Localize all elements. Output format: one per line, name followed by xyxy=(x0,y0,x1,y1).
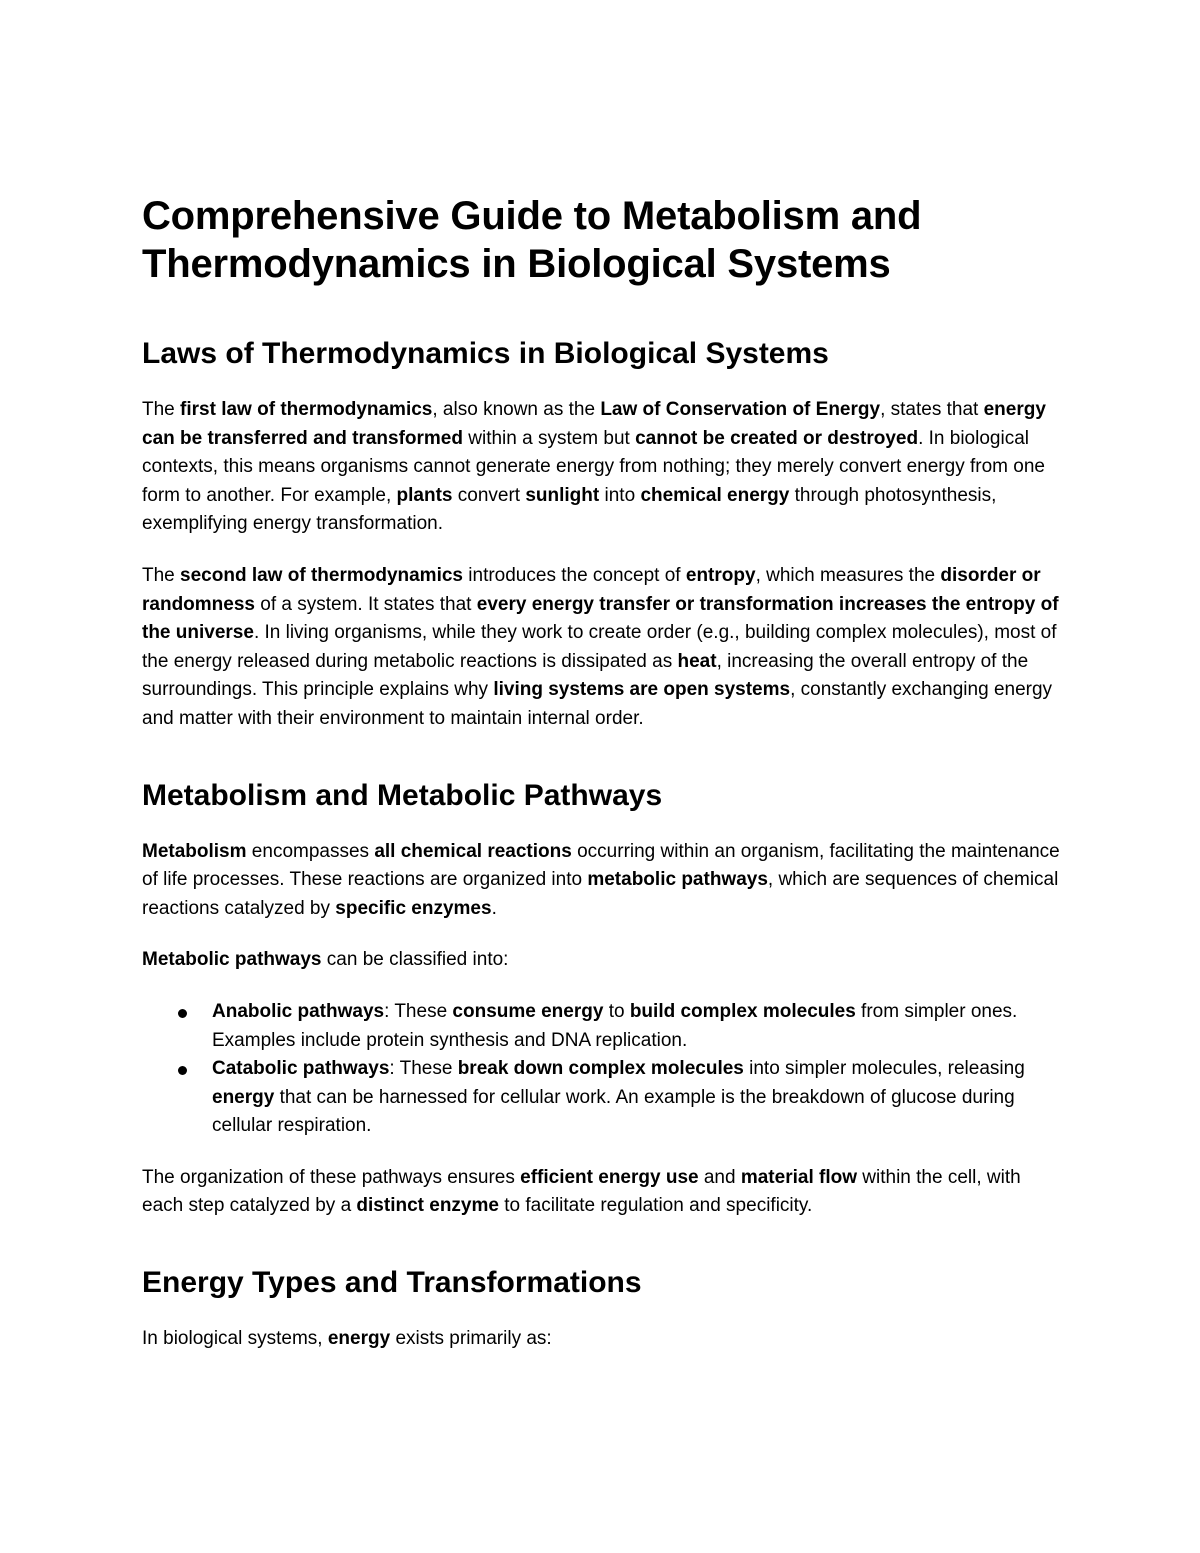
text-run: convert xyxy=(452,484,526,506)
bold-text: all chemical reactions xyxy=(374,840,572,862)
bold-text: build complex molecules xyxy=(629,1000,856,1022)
text-run: , which are sequences of chemical reactions catalyzed by xyxy=(142,869,1059,919)
bold-text: first law of thermodynamics xyxy=(180,399,433,420)
text-run: within a system but xyxy=(462,427,636,449)
list-item-anabolic xyxy=(212,998,1067,1055)
paragraph-first-law xyxy=(142,396,1067,539)
text-run: . xyxy=(491,897,497,919)
bold-text: second law of thermodynamics xyxy=(180,564,463,586)
bold-text: energy xyxy=(327,1328,391,1350)
text-run: and xyxy=(698,1166,741,1188)
text-run: through photosynthesis, exemplifying energy transformation. xyxy=(142,484,997,535)
text-run: into simpler molecules, releasing xyxy=(743,1058,1025,1080)
bullet-icon xyxy=(178,1066,187,1075)
text-run: occurring within an organism, facilitating the maintenance of life processes. These reactions are organized into xyxy=(142,840,1060,891)
text-run: The organization of these pathways ensures xyxy=(142,1166,521,1188)
paragraph-pathways-classified xyxy=(142,946,1067,975)
bold-text: material flow xyxy=(740,1166,857,1188)
bold-text: disorder or randomness xyxy=(142,564,1041,615)
text-run: The xyxy=(142,399,181,420)
pathway-types-list xyxy=(142,998,1067,1141)
paragraph-metabolism-definition xyxy=(142,838,1067,924)
section-heading-metabolism: Metabolism and Metabolic Pathways xyxy=(142,778,663,812)
bold-text: entropy xyxy=(685,564,756,586)
bold-text: distinct enzyme xyxy=(356,1195,499,1217)
bold-text: plants xyxy=(396,484,453,506)
bold-text: efficient energy use xyxy=(520,1166,699,1188)
text-run: , which measures the xyxy=(755,564,941,586)
bullet-icon xyxy=(178,1009,187,1018)
text-run: within the cell, with each step catalyzed by a xyxy=(142,1166,1021,1217)
paragraph-energy-exists xyxy=(142,1325,1067,1354)
text-run: to xyxy=(603,1000,630,1022)
text-run: encompasses xyxy=(246,840,375,862)
text-run: , constantly exchanging energy and matter with their environment to maintain internal order. xyxy=(142,679,1053,729)
text-run: exists primarily as: xyxy=(390,1328,552,1350)
document-title: Comprehensive Guide to Metabolism and Thermodynamics in Biological Systems xyxy=(142,194,922,286)
paragraph-pathway-organization xyxy=(142,1164,1067,1221)
list-item-text xyxy=(212,1058,1025,1136)
bold-text: Metabolism xyxy=(142,840,247,862)
list-item-text xyxy=(212,1001,1017,1051)
text-run: can be classified into: xyxy=(321,949,509,971)
text-run: . In living organisms, while they work to create order (e.g., building complex molecules), most of the energy released during metabolic reactions is dissipated as xyxy=(142,622,1057,672)
bold-text: chemical energy xyxy=(640,484,790,506)
text-run: The xyxy=(142,564,181,586)
text-run: , increasing the overall entropy of the surroundings. This principle explains why xyxy=(142,650,1029,701)
text-run: : These xyxy=(384,1000,453,1022)
section-heading-thermodynamics: Laws of Thermodynamics in Biological Systems xyxy=(142,337,829,370)
text-run: . In biological contexts, this means organisms cannot generate energy from nothing; they merely convert energy from one form to another. For example, xyxy=(142,427,1045,506)
text-run: that can be harnessed for cellular work. An example is the breakdown of glucose during cellular respiration. xyxy=(212,1086,1015,1137)
list-item-catabolic xyxy=(212,1055,1067,1141)
document-page xyxy=(142,192,1067,1377)
text-run: , states that xyxy=(880,399,984,420)
text-run: : These xyxy=(389,1058,458,1080)
bold-text: Metabolic pathways xyxy=(142,949,322,971)
paragraph-second-law xyxy=(142,562,1067,734)
bold-text: specific enzymes xyxy=(335,897,492,919)
bold-text: Catabolic pathways xyxy=(212,1058,390,1080)
text-run: into xyxy=(599,484,641,506)
section-heading-energy-types: Energy Types and Transformations xyxy=(142,1266,642,1300)
bold-text: sunlight xyxy=(525,484,600,506)
bold-text: energy xyxy=(212,1086,275,1108)
bold-text: energy can be transferred and transformed xyxy=(142,399,1046,449)
bold-text: living systems are open systems xyxy=(493,679,791,701)
bold-text: Law of Conservation of Energy xyxy=(600,399,881,420)
bold-text: cannot be created or destroyed xyxy=(635,427,919,449)
bold-text: consume energy xyxy=(452,1000,604,1022)
text-run: In biological systems, xyxy=(142,1328,328,1350)
bold-text: break down complex molecules xyxy=(457,1058,744,1080)
text-run: to facilitate regulation and specificity. xyxy=(498,1195,813,1217)
bold-text: heat xyxy=(677,650,717,672)
text-run: , also known as the xyxy=(432,399,601,420)
text-run: introduces the concept of xyxy=(463,564,686,586)
bold-text: every energy transfer or transformation increases the entropy of the universe xyxy=(142,593,1059,644)
bold-text: Anabolic pathways xyxy=(212,1000,385,1022)
text-run: of a system. It states that xyxy=(254,593,477,615)
bold-text: metabolic pathways xyxy=(587,869,768,891)
text-run: from simpler ones. Examples include protein synthesis and DNA replication. xyxy=(212,1000,1018,1051)
